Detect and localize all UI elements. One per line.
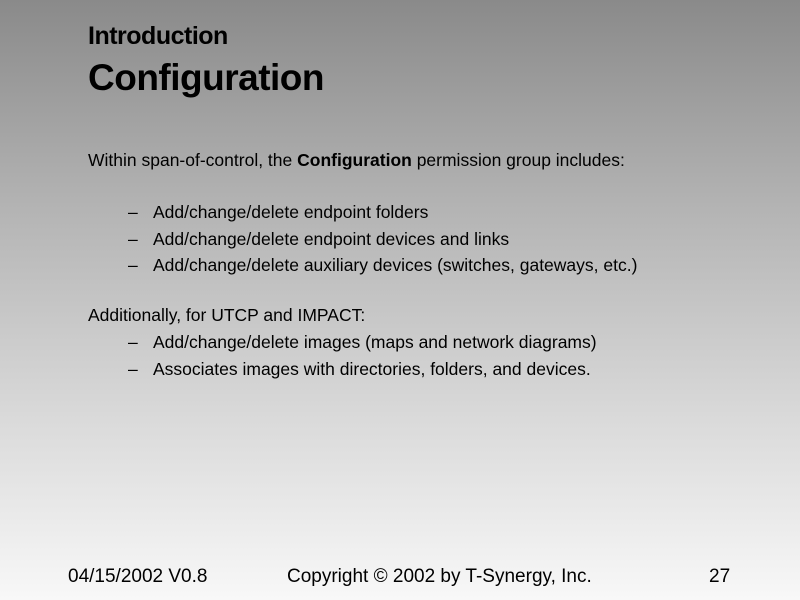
- list-item: [128, 359, 597, 386]
- bullet-dash: –: [128, 358, 138, 379]
- page-number: 27: [709, 566, 731, 587]
- additional-list: [128, 332, 597, 385]
- list-item-text: Add/change/delete images (maps and network diagrams): [153, 332, 597, 352]
- list-item-text: Add/change/delete auxiliary devices (switches, gateways, etc.): [153, 255, 638, 275]
- list-item: [128, 202, 637, 229]
- list-item: [128, 332, 597, 359]
- list-item: [128, 255, 637, 282]
- intro-text-before: Within span-of-control, the: [88, 150, 298, 170]
- bullet-dash: –: [128, 255, 138, 275]
- bullet-dash: –: [128, 228, 138, 249]
- intro-text-after: permission group includes:: [411, 150, 625, 170]
- additional-paragraph: Additionally, for UTCP and IMPACT:: [88, 305, 366, 325]
- footer-copyright: Copyright © 2002 by T-Synergy, Inc.: [287, 566, 592, 587]
- bullet-dash: –: [128, 202, 138, 222]
- intro-paragraph: [88, 150, 625, 171]
- footer-date-version: 04/15/2002 V0.8: [68, 566, 208, 587]
- section-label: Introduction: [88, 22, 228, 50]
- configuration-list: [128, 202, 637, 282]
- intro-text-bold: Configuration: [297, 150, 412, 170]
- bullet-dash: –: [128, 332, 138, 352]
- list-item-text: Add/change/delete endpoint folders: [153, 202, 429, 222]
- slide-title: Configuration: [88, 57, 325, 98]
- list-item-text: Associates images with directories, folders, and devices.: [153, 358, 591, 379]
- list-item-text: Add/change/delete endpoint devices and links: [153, 228, 510, 249]
- list-item: [128, 229, 637, 256]
